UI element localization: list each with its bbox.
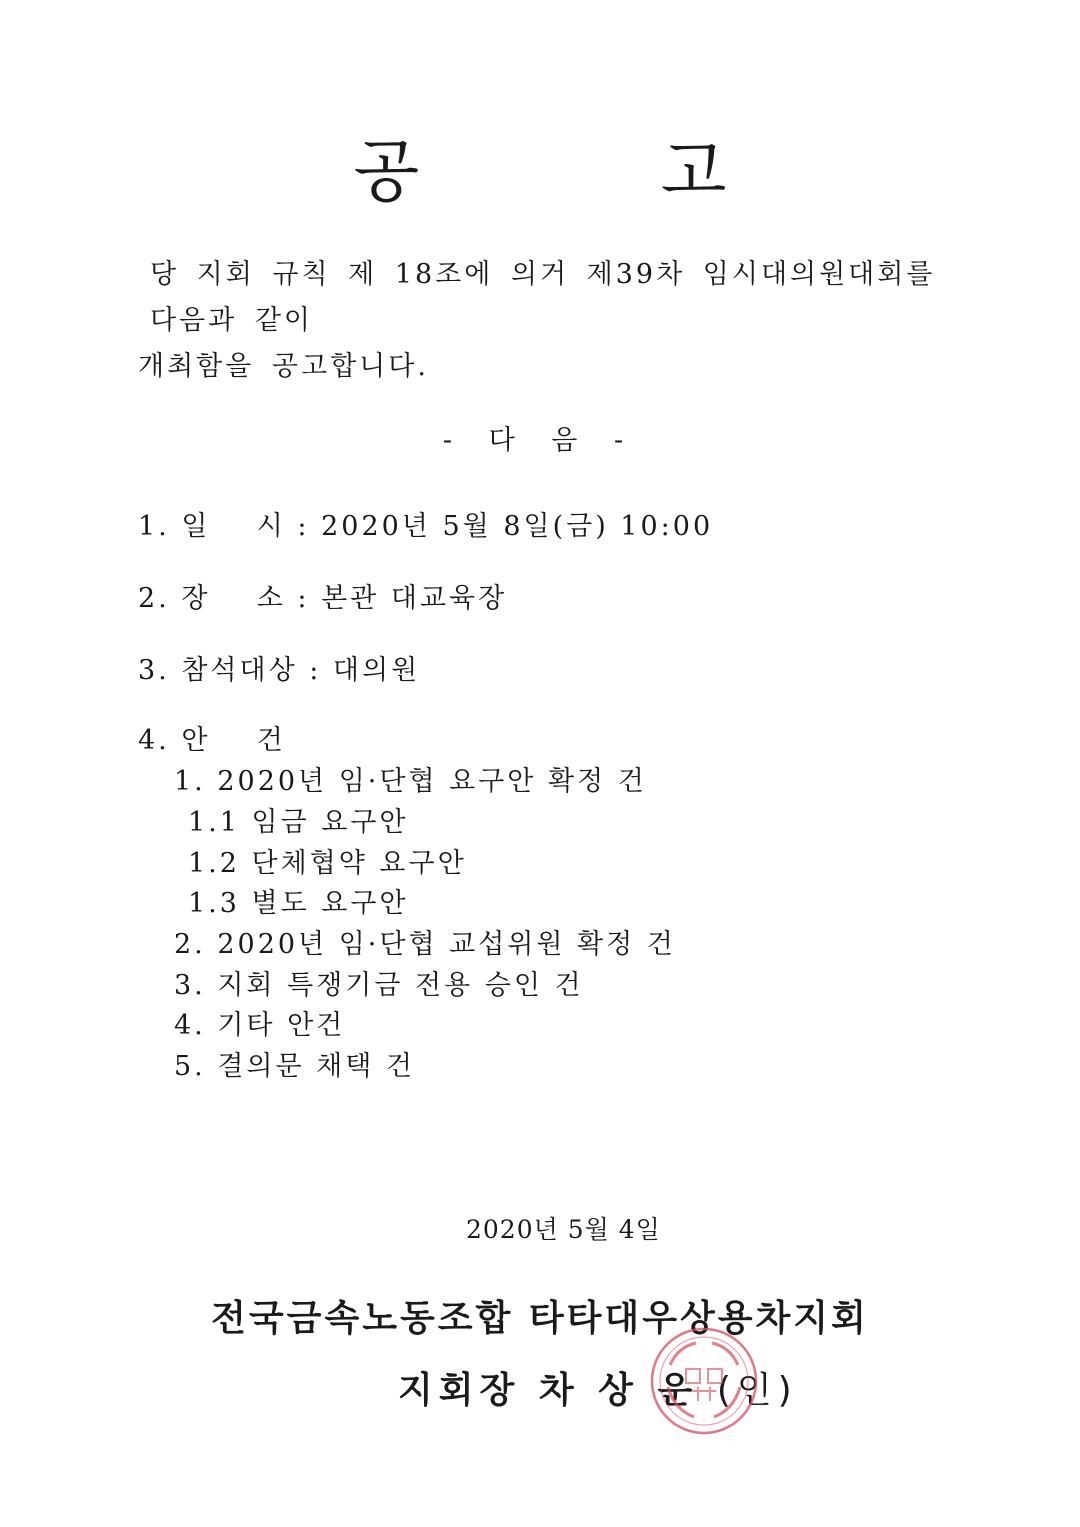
agenda-subitem: 1.3 별도 요구안: [188, 888, 409, 919]
seal-mark: (인): [716, 1370, 798, 1411]
item-agenda-heading: 4. 안 건: [138, 725, 286, 756]
intro-paragraph: [138, 252, 968, 390]
agenda-subitem: 1.1 임금 요구안: [188, 807, 409, 838]
section-header: - 다 음 -: [442, 425, 638, 456]
agenda-item: 1. 2020년 임·단협 요구안 확정 건: [174, 766, 647, 797]
item-datetime: 1. 일 시 : 2020년 5월 8일(금) 10:00: [138, 511, 714, 542]
notice-title: 공 고: [353, 133, 837, 212]
agenda-item: 2. 2020년 임·단협 교섭위원 확정 건: [174, 929, 676, 960]
agenda-item: 5. 결의문 채택 건: [174, 1051, 416, 1082]
item-attendees: 3. 참석대상 : 대의원: [138, 655, 421, 686]
item-location: 2. 장 소 : 본관 대교육장: [138, 583, 508, 614]
agenda-subitem: 1.2 단체협약 요구안: [188, 848, 467, 879]
agenda-item: 3. 지회 특쟁기금 전용 승인 건: [174, 970, 584, 1001]
official-seal-icon: [648, 1325, 760, 1437]
agenda-item: 4. 기타 안건: [174, 1010, 346, 1041]
organization-name: 전국금속노동조합 타타대우상용차지회: [211, 1298, 869, 1339]
chief-name: 지회장 차 상 운: [398, 1370, 699, 1411]
intro-line-2: 개최함을 공고합니다.: [138, 351, 429, 382]
intro-line-1: 당 지회 규칙 제 18조에 의거 제39차 임시대의원대회를 다음과 같이: [150, 259, 936, 336]
notice-date: 2020년 5월 4일: [466, 1215, 661, 1244]
